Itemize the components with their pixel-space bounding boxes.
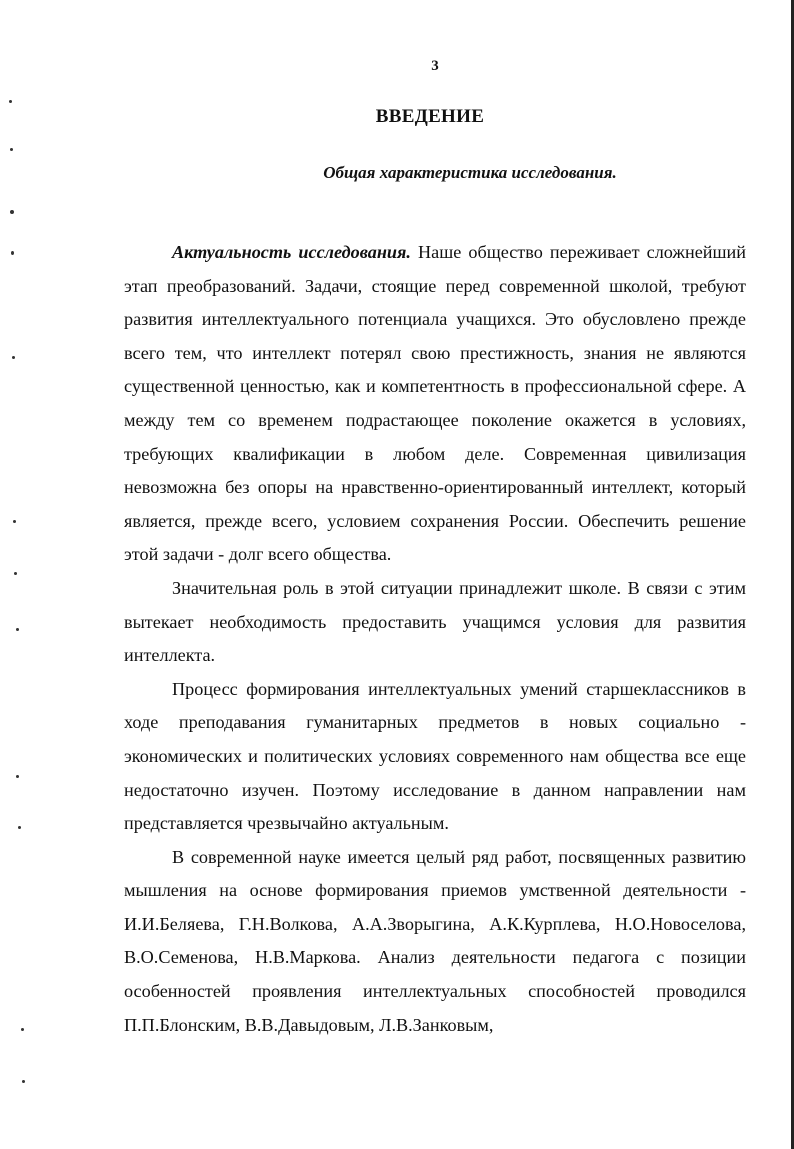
scan-speck [13, 520, 16, 523]
paragraph: Значительная роль в этой ситуации принадлежит школе. В связи с этим вытекает необходимость предоставить учащимся условия для развития интеллекта. [124, 577, 746, 666]
paragraph: Процесс формирования интеллектуальных умений старшеклассников в ходе преподавания гуманитарных предметов в новых социально - экономических и политических условиях современного нам общества все еще недостаточно изучен. Поэтому исследование в данном направлении нам представляется чрезвычайно актуальным. [124, 678, 746, 834]
scan-speck [16, 775, 19, 778]
scan-speck [10, 210, 14, 214]
scan-speck [16, 628, 19, 631]
scan-speck [11, 251, 14, 255]
paragraph [124, 236, 746, 572]
page-number: 3 [431, 58, 439, 74]
scan-speck [22, 1080, 25, 1083]
scan-speck [18, 826, 21, 829]
scan-speck [10, 148, 13, 151]
section-subtitle: Общая характеристика исследования. [323, 163, 617, 182]
scan-speck [21, 1028, 24, 1031]
paragraph: В современной науке имеется целый ряд работ, посвященных развитию мышления на основе формирования приемов умственной деятельности - И.И.Беляева, Г.Н.Волкова, А.А.Зворыгина, А.К.Курплева, Н.О.Новоселова, В.О.Семенова, Н.В.Маркова. Анализ деятельности педагога с позиции особенностей проявления интеллектуальных способностей проводился П.П.Блонским, В.В.Давыдовым, Л.В.Занковым, [124, 846, 746, 1035]
paragraph-text: Наше общество переживает сложнейший этап преобразований. Задачи, стоящие перед современной школой, требуют развития интеллектуального потенциала учащихся. Это обусловлено прежде всего тем, что интеллект потерял свою престижность, знания не являются существенной ценностью, как и компетентность в профессиональной сфере. А между тем со временем подрастающее поколение окажется в условиях, требующих квалификации в любом деле. Современная цивилизация невозможна без опоры на нравственно-ориентированный интеллект, который является, прежде всего, условием сохранения России. Обеспечить решение этой задачи - долг всего общества. [124, 242, 746, 565]
paragraph-lead: Актуальность исследования. [172, 242, 411, 262]
scan-speck [12, 356, 15, 359]
scan-speck [14, 572, 17, 575]
page-title: ВВЕДЕНИЕ [375, 106, 485, 127]
scan-speck [9, 100, 12, 103]
body-text [124, 236, 746, 1042]
